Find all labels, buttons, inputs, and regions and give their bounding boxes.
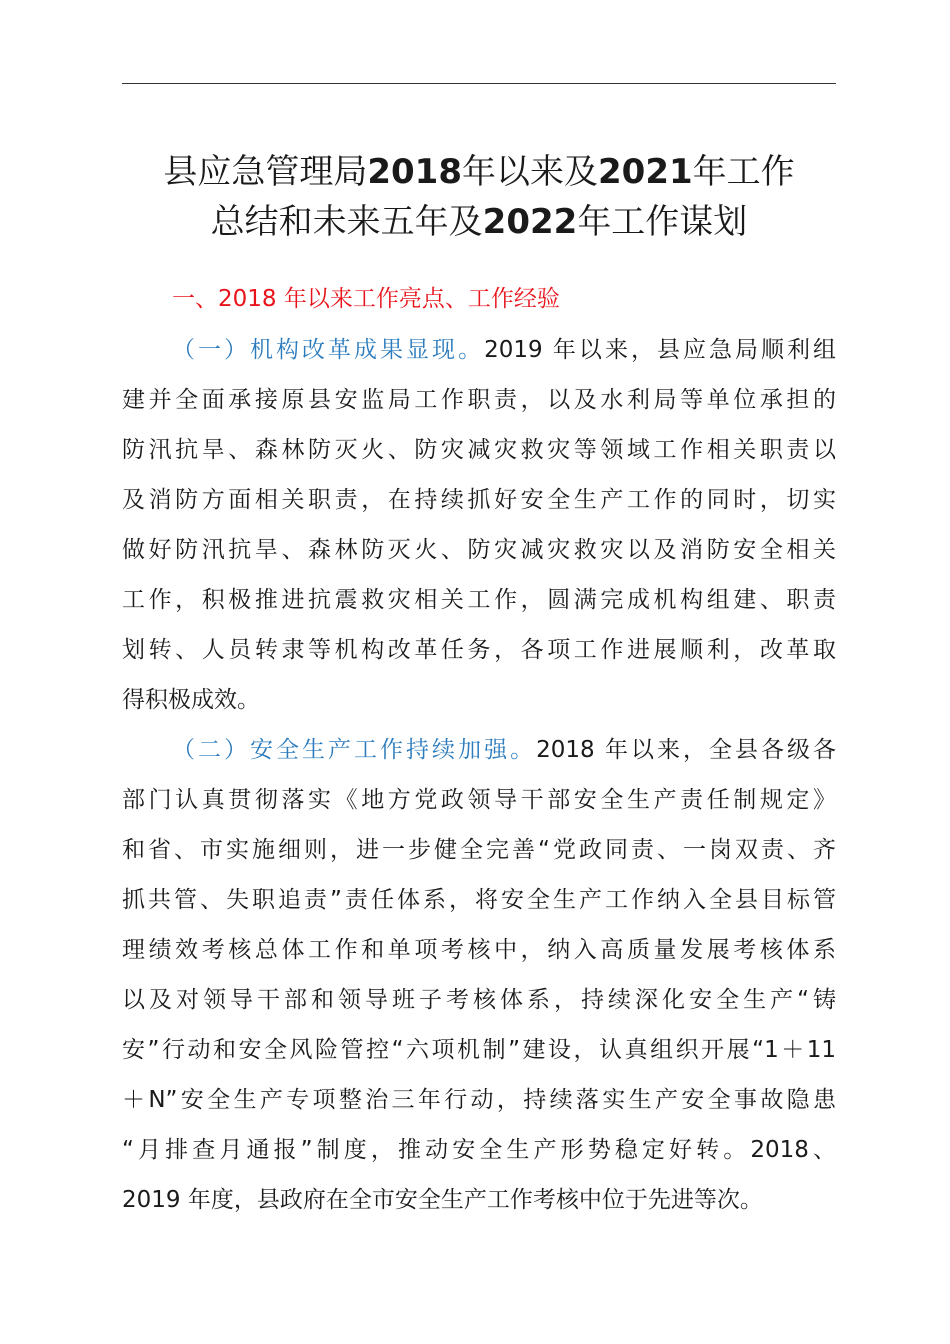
document-title-line-2 (122, 199, 836, 245)
body-text: 2018 年以来，全县各级各 (536, 737, 836, 763)
title-year: 2018 (367, 152, 462, 192)
title-text: 县应急管理局 (163, 152, 368, 192)
paragraph-line: 做好防汛抗旱、森林防灭火、防灾减灾救灾以及消防安全相关 (122, 537, 836, 563)
paragraph-line: 得积极成效。 (122, 687, 260, 713)
paragraph-line: 建并全面承接原县安监局工作职责，以及水利局等单位承担的 (122, 387, 836, 413)
body-text: 2019 年以来，县应急局顺利组 (484, 337, 836, 363)
document-title-line-1 (122, 149, 836, 195)
title-year: 2021 (598, 152, 693, 192)
paragraph-line (172, 733, 836, 767)
paragraph-line: 以及对领导干部和领导班子考核体系，持续深化安全生产“铸 (122, 987, 836, 1013)
paragraph-line: 部门认真贯彻落实《地方党政领导干部安全生产责任制规定》 (122, 787, 836, 813)
paragraph-line: ＋N”安全生产专项整治三年行动，持续落实生产安全事故隐患 (122, 1087, 836, 1113)
title-text: 总结和未来五年及 (210, 202, 483, 242)
paragraph-line (172, 333, 836, 367)
paragraph-line: 工作，积极推进抗震救灾相关工作，圆满完成机构组建、职责 (122, 587, 836, 613)
title-text: 年工作谋划 (577, 202, 748, 242)
title-text: 年以来及 (462, 152, 598, 192)
paragraph-line: 及消防方面相关职责，在持续抓好安全生产工作的同时，切实 (122, 487, 836, 513)
header-rule (122, 83, 836, 84)
paragraph-line: 2019 年度，县政府在全市安全生产工作考核中位于先进等次。 (122, 1187, 763, 1213)
sub-heading: （二）安全生产工作持续加强。 (172, 737, 537, 763)
paragraph-line: 理绩效考核总体工作和单项考核中，纳入高质量发展考核体系 (122, 937, 836, 963)
title-text: 年工作 (692, 152, 795, 192)
paragraph-line: 防汛抗旱、森林防灭火、防灾减灾救灾等领域工作相关职责以 (122, 437, 836, 463)
paragraph-line: 和省、市实施细则，进一步健全完善“党政同责、一岗双责、齐 (122, 837, 836, 863)
paragraph-line: 安”行动和安全风险管控“六项机制”建设，认真组织开展“1＋11 (122, 1037, 836, 1063)
section-heading: 一、2018 年以来工作亮点、工作经验 (172, 286, 560, 312)
paragraph-line: 抓共管、失职追责”责任体系，将安全生产工作纳入全县目标管 (122, 887, 836, 913)
sub-heading: （一）机构改革成果显现。 (172, 337, 485, 363)
title-year: 2022 (482, 202, 578, 242)
paragraph-line: 划转、人员转隶等机构改革任务，各项工作进展顺利，改革取 (122, 637, 836, 663)
paragraph-line: “月排查月通报”制度，推动安全生产形势稳定好转。2018、 (122, 1137, 836, 1163)
